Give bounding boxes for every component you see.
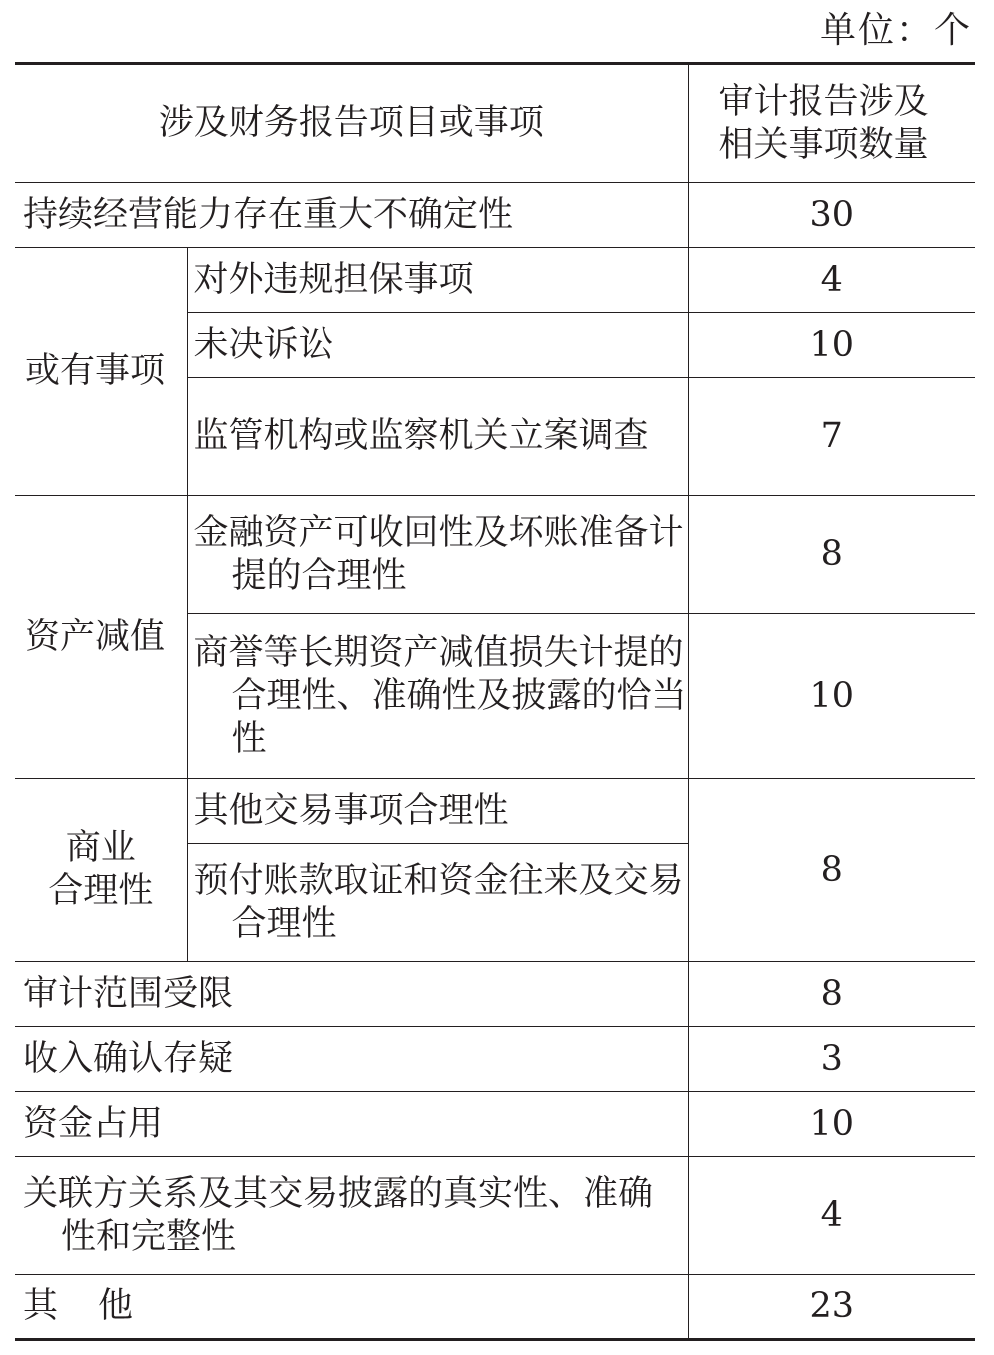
row-count: 10	[688, 313, 975, 378]
header-count-label-line2: 相关事项数量	[718, 124, 929, 165]
row-label: 持续经营能力存在重大不确定性	[15, 183, 688, 248]
category-contingencies: 或有事项	[15, 248, 187, 496]
row-count: 4	[688, 1157, 975, 1275]
row-label: 收入确认存疑	[15, 1027, 688, 1092]
unit-label: 单位：个	[819, 10, 972, 51]
row-count: 3	[688, 1027, 975, 1092]
row-label: 未决诉讼	[187, 313, 688, 378]
row-count: 7	[688, 378, 975, 496]
row-label: 监管机构或监察机关立案调查	[187, 378, 688, 496]
row-label: 商誉等长期资产减值损失计提的合理性、准确性及披露的恰当性	[187, 614, 688, 779]
header-item-cell	[15, 64, 688, 183]
category-label-line2: 合理性	[48, 871, 154, 911]
audit-matters-table	[15, 62, 975, 1341]
row-count: 8	[688, 779, 975, 962]
table-row-fund-occupation	[15, 1092, 975, 1157]
category-business-rationality	[15, 779, 187, 962]
row-count: 30	[688, 183, 975, 248]
row-count: 23	[688, 1275, 975, 1340]
table-row-revenue	[15, 1027, 975, 1092]
header-count-cell	[688, 64, 975, 183]
table-row-other	[15, 1275, 975, 1340]
row-label: 资金占用	[15, 1092, 688, 1157]
row-label: 预付账款取证和资金往来及交易合理性	[187, 844, 688, 962]
row-count: 8	[688, 962, 975, 1027]
table-row-audit-scope	[15, 962, 975, 1027]
row-label: 对外违规担保事项	[187, 248, 688, 313]
table-row-impairment-financial	[15, 496, 975, 614]
header-row	[15, 64, 975, 183]
row-label: 关联方关系及其交易披露的真实性、准确性和完整性	[15, 1157, 688, 1275]
table-row-contingency-guarantee	[15, 248, 975, 313]
header-count-label-line1: 审计报告涉及	[718, 81, 929, 122]
row-count: 4	[688, 248, 975, 313]
header-item-label: 涉及财务报告项目或事项	[158, 103, 544, 143]
table-row-business-other	[15, 779, 975, 844]
table-row-related-party	[15, 1157, 975, 1275]
row-label: 审计范围受限	[15, 962, 688, 1027]
row-label: 其他交易事项合理性	[187, 779, 688, 844]
row-label: 金融资产可收回性及坏账准备计提的合理性	[187, 496, 688, 614]
table-row-going-concern	[15, 183, 975, 248]
row-count: 10	[688, 614, 975, 779]
row-count: 8	[688, 496, 975, 614]
row-label-other	[15, 1275, 688, 1340]
category-label-line1: 商业	[65, 828, 136, 868]
category-impairment: 资产减值	[15, 496, 187, 779]
row-count: 10	[688, 1092, 975, 1157]
row-label: 其他	[23, 1286, 174, 1326]
